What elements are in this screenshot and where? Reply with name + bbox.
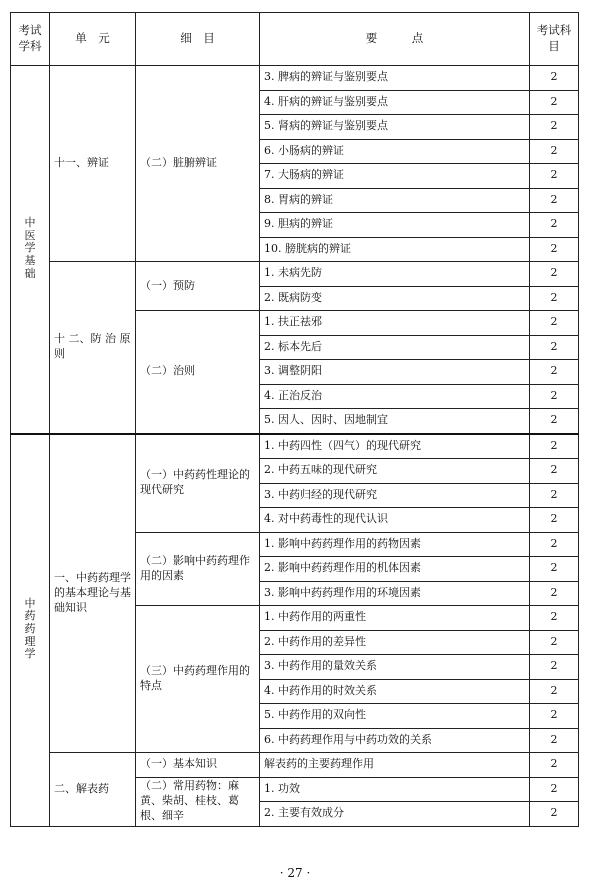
point-cell: 1. 中药四性（四气）的现代研究: [260, 434, 530, 459]
point-cell: 2. 中药作用的差异性: [260, 630, 530, 655]
level-cell: 2: [530, 115, 579, 140]
subject-cell: [11, 434, 50, 827]
level-cell: 2: [530, 164, 579, 189]
point-cell: 1. 影响中药药理作用的药物因素: [260, 532, 530, 557]
point-cell: 解表药的主要药理作用: [260, 753, 530, 778]
level-cell: 2: [530, 557, 579, 582]
level-cell: 2: [530, 483, 579, 508]
point-cell: 4. 肝病的辨证与鉴别要点: [260, 90, 530, 115]
level-cell: 2: [530, 581, 579, 606]
point-cell: 3. 影响中药药理作用的环境因素: [260, 581, 530, 606]
point-cell: 5. 肾病的辨证与鉴别要点: [260, 115, 530, 140]
point-cell: 9. 胆病的辨证: [260, 213, 530, 238]
point-cell: 4. 对中药毒性的现代认识: [260, 508, 530, 533]
level-cell: 2: [530, 679, 579, 704]
table-body: [11, 66, 579, 827]
level-cell: 2: [530, 704, 579, 729]
point-cell: 8. 胃病的辨证: [260, 188, 530, 213]
point-cell: 1. 扶正祛邪: [260, 311, 530, 336]
header-points: 要 点: [260, 13, 530, 66]
point-cell: 6. 中药药理作用与中药功效的关系: [260, 728, 530, 753]
detail-cell: （一）基本知识: [136, 753, 260, 778]
level-cell: 2: [530, 90, 579, 115]
subject-label: 中药药理学: [24, 596, 36, 661]
point-cell: 1. 中药作用的两重性: [260, 606, 530, 631]
point-cell: 5. 中药作用的双向性: [260, 704, 530, 729]
detail-cell: （二）常用药物：麻黄、柴胡、桂枝、葛根、细辛: [136, 777, 260, 826]
unit-cell: 一、中药药理学的基本理论与基础知识: [50, 434, 136, 753]
level-cell: 2: [530, 311, 579, 336]
header-row: [11, 13, 579, 66]
table-row: [11, 66, 579, 91]
point-cell: 2. 影响中药药理作用的机体因素: [260, 557, 530, 582]
subject-label: 中医学基础: [24, 216, 36, 280]
level-cell: 2: [530, 286, 579, 311]
level-cell: 2: [530, 384, 579, 409]
level-cell: 2: [530, 777, 579, 802]
detail-cell: （一）预防: [136, 262, 260, 311]
level-cell: 2: [530, 409, 579, 434]
unit-cell: 十一、辨证: [50, 66, 136, 262]
header-level: 考试科目: [530, 13, 579, 66]
point-cell: 10. 膀胱病的辨证: [260, 237, 530, 262]
page-number: · 27 ·: [279, 866, 311, 880]
subject-cell: [11, 66, 50, 434]
level-cell: 2: [530, 66, 579, 91]
level-cell: 2: [530, 606, 579, 631]
table-row: [11, 434, 579, 459]
detail-cell: （二）影响中药药理作用的因素: [136, 532, 260, 606]
point-cell: 1. 功效: [260, 777, 530, 802]
point-cell: 7. 大肠病的辨证: [260, 164, 530, 189]
level-cell: 2: [530, 753, 579, 778]
header-subject: 考试学科: [11, 13, 50, 66]
point-cell: 2. 中药五味的现代研究: [260, 459, 530, 484]
detail-cell: （二）治则: [136, 311, 260, 434]
level-cell: 2: [530, 139, 579, 164]
point-cell: 4. 正治反治: [260, 384, 530, 409]
level-cell: 2: [530, 262, 579, 287]
level-cell: 2: [530, 188, 579, 213]
detail-cell: （二）脏腑辨证: [136, 66, 260, 262]
point-cell: 2. 主要有效成分: [260, 802, 530, 827]
point-cell: 6. 小肠病的辨证: [260, 139, 530, 164]
level-cell: 2: [530, 728, 579, 753]
syllabus-table: [10, 12, 579, 827]
level-cell: 2: [530, 360, 579, 385]
level-cell: 2: [530, 459, 579, 484]
point-cell: 1. 未病先防: [260, 262, 530, 287]
detail-cell: （三）中药药理作用的特点: [136, 606, 260, 753]
level-cell: 2: [530, 655, 579, 680]
point-cell: 3. 中药作用的量效关系: [260, 655, 530, 680]
level-cell: 2: [530, 802, 579, 827]
point-cell: 2. 既病防变: [260, 286, 530, 311]
point-cell: 2. 标本先后: [260, 335, 530, 360]
point-cell: 5. 因人、因时、因地制宜: [260, 409, 530, 434]
detail-cell: （一）中药药性理论的现代研究: [136, 434, 260, 533]
point-cell: 4. 中药作用的时效关系: [260, 679, 530, 704]
level-cell: 2: [530, 237, 579, 262]
level-cell: 2: [530, 335, 579, 360]
level-cell: 2: [530, 213, 579, 238]
point-cell: 3. 脾病的辨证与鉴别要点: [260, 66, 530, 91]
unit-cell: 二、解表药: [50, 753, 136, 827]
level-cell: 2: [530, 508, 579, 533]
point-cell: 3. 中药归经的现代研究: [260, 483, 530, 508]
header-unit: 单 元: [50, 13, 136, 66]
level-cell: 2: [530, 434, 579, 459]
level-cell: 2: [530, 630, 579, 655]
table-row: [11, 753, 579, 778]
header-detail: 细 目: [136, 13, 260, 66]
level-cell: 2: [530, 532, 579, 557]
table-row: [11, 262, 579, 287]
point-cell: 3. 调整阴阳: [260, 360, 530, 385]
unit-cell: 十 二、防 治 原则: [50, 262, 136, 434]
